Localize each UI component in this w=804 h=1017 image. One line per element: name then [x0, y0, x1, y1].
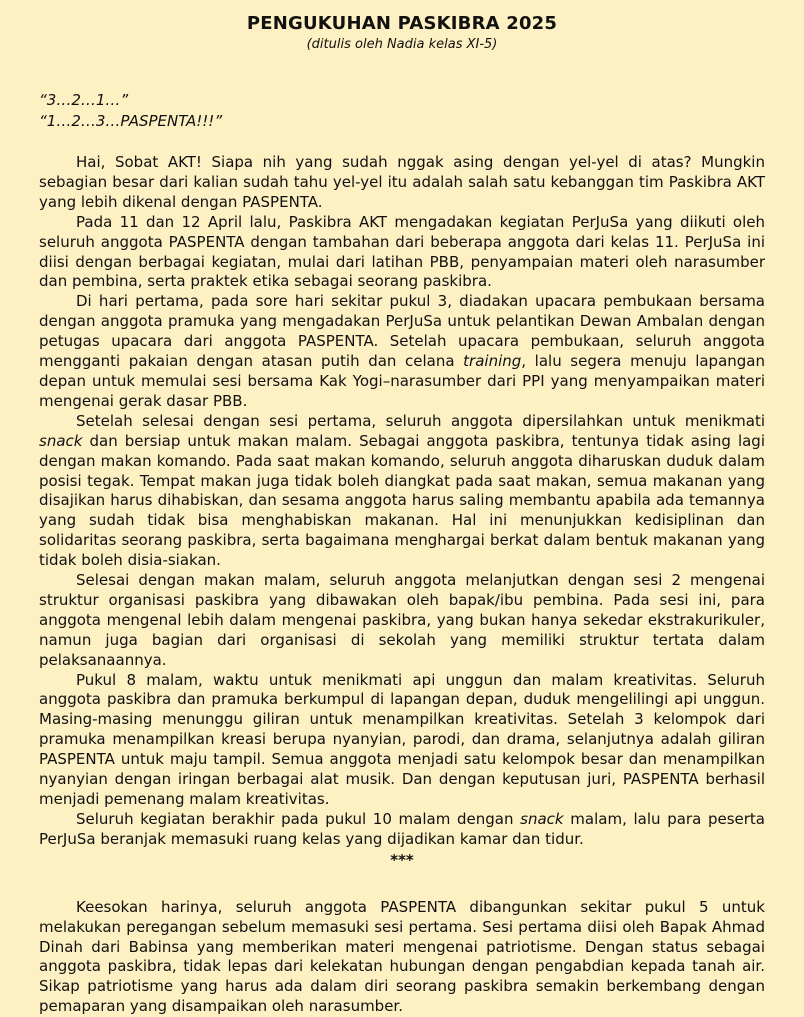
text-run: Pukul 8 malam, waktu untuk menikmati api unggun dan malam kreativitas. Seluruh anggota paskibra dan pramuka berkumpul di lapangan depan, duduk mengelilingi api unggun. Masing-masing menunggu giliran untuk menampilkan kreativitas. Setelah 3 kelompok dari pramuka menampilkan kreasi berupa nyanyian, parodi, dan drama, selanjutnya adalah giliran PASPENTA untuk maju tampil. Semua anggota menjadi satu kelompok besar dan menampilkan nyanyian dengan iringan berbagai alat musik. Dan dengan keputusan juri, PASPENTA berhasil menjadi pemenang malam kreativitas.: [39, 670, 765, 808]
body-paragraph: [39, 571, 765, 671]
italic-text-run: snack: [520, 809, 564, 828]
body-paragraph: [39, 810, 765, 850]
text-run: Keesokan harinya, seluruh anggota PASPENTA dibangunkan sekitar pukul 5 untuk melakukan peregangan sebelum memasuki sesi pertama. Sesi pertama diisi oleh Bapak Ahmad Dinah dari Babinsa yang memberikan materi mengenai patriotisme. Dengan status sebagai anggota paskibra, tidak lepas dari kelekatan hubungan dengan pengabdian kepada tanah air. Sikap patriotisme yang harus ada dalam diri seorang paskibra semakin berkembang dengan pemaparan yang disampaikan oleh narasumber.: [39, 897, 765, 1016]
article-body: [39, 153, 765, 850]
body-paragraph: [39, 292, 765, 411]
yel-line-2: “1…2…3…PASPENTA!!!”: [39, 112, 223, 130]
document-title: PENGUKUHAN PASKIBRA 2025: [246, 13, 558, 34]
text-run: Seluruh kegiatan berakhir pada pukul 10 malam dengan: [76, 809, 521, 828]
text-run: Hai, Sobat AKT! Siapa nih yang sudah nggak asing dengan yel-yel di atas? Mungkin sebagian besar dari kalian sudah tahu yel-yel itu adalah salah satu kebanggan tim Paskibra AKT yang lebih dikenal dengan PASPENTA.: [39, 153, 765, 211]
italic-text-run: training: [463, 352, 522, 371]
text-run: Pada 11 dan 12 April lalu, Paskibra AKT mengadakan kegiatan PerJuSa yang diikuti oleh seluruh anggota PASPENTA dengan tambahan dari beberapa anggota dari kelas 11. PerJuSa ini diisi dengan berbagai kegiatan, mulai dari latihan PBB, penyampaian materi oleh narasumber dan pembina, serta praktek etika sebagai seorang paskibra.: [39, 212, 765, 291]
body-paragraph: [39, 213, 765, 293]
body-paragraph: [39, 898, 765, 1017]
article-body-continued: [39, 898, 765, 1017]
yel-line-1: “3…2…1…”: [39, 91, 129, 109]
section-separator: ***: [390, 850, 414, 869]
text-run: malam, lalu para peserta PerJuSa beranjak memasuki ruang kelas yang dijadikan kamar dan tidur.: [39, 809, 765, 848]
body-paragraph: [39, 412, 765, 571]
body-paragraph: [39, 671, 765, 810]
yel-yel-quote: [39, 90, 765, 132]
text-run: Selesai dengan makan malam, seluruh anggota melanjutkan dengan sesi 2 mengenai struktur organisasi paskibra yang dibawakan oleh bapak/ibu pembina. Pada sesi ini, para anggota mengenal lebih dalam mengenai paskibra, yang bukan hanya sekedar ekstrakurikuler, namun juga bagian dari organisasi di sekolah yang memiliki struktur tertata dalam pelaksanaannya.: [39, 571, 765, 669]
body-paragraph: [39, 153, 765, 213]
text-run: Di hari pertama, pada sore hari sekitar pukul 3, diadakan upacara pembukaan bersama dengan anggota pramuka yang mengadakan PerJuSa untuk pelantikan Dewan Ambalan dengan petugas upacara dari anggota PASPENTA. Setelah upacara pembukaan, seluruh anggota mengganti pakaian dengan atasan putih dan celana: [39, 292, 765, 371]
text-run: Setelah selesai dengan sesi pertama, seluruh anggota dipersilahkan untuk menikmati: [76, 411, 765, 430]
italic-text-run: snack: [39, 431, 83, 450]
text-run: dan bersiap untuk makan malam. Sebagai anggota paskibra, tentunya tidak asing lagi dengan makan komando. Pada saat makan komando, seluruh anggota diharuskan duduk dalam posisi tegak. Tempat makan juga tidak boleh diangkat pada saat makan, semua makanan yang disajikan harus dihabiskan, dan sesama anggota harus saling membantu apabila ada temannya yang sudah tidak bisa menghabiskan makanan. Hal ini menunjukkan kedisiplinan dan solidaritas seorang paskibra, serta bagaimana menghargai berkat dalam bentuk makanan yang tidak boleh disia-siakan.: [39, 431, 765, 570]
author-byline: (ditulis oleh Nadia kelas XI-5): [306, 37, 498, 52]
text-run: , lalu segera menuju lapangan depan untuk memulai sesi bersama Kak Yogi–narasumber dari PPI yang menyampaikan materi mengenai gerak dasar PBB.: [39, 352, 765, 410]
